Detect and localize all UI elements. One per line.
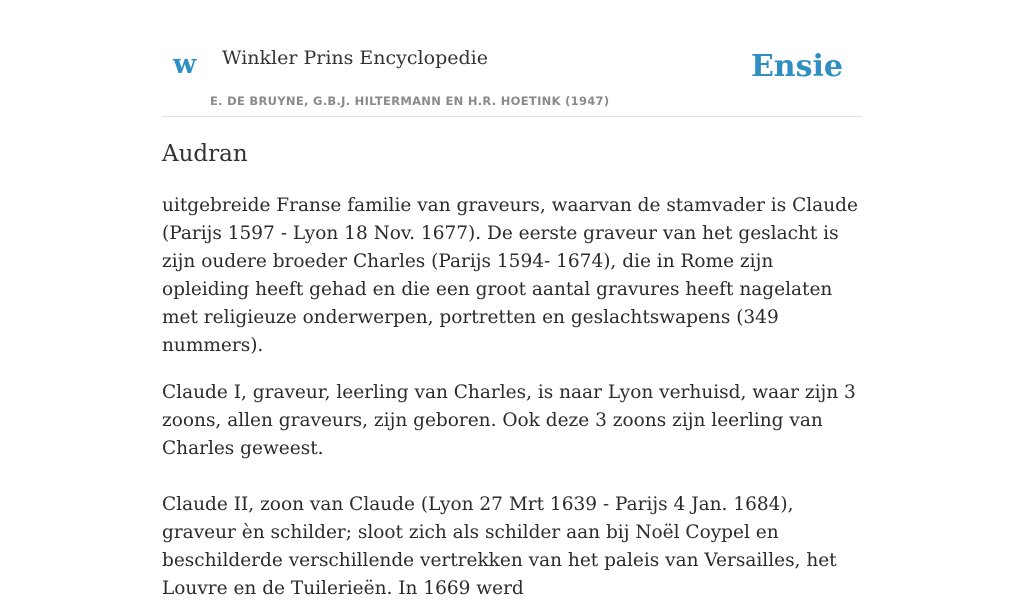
- article-paragraph: Claude I, graveur, leerling van Charles, is naar Lyon verhuisd, waar zijn 3 zoons, allen graveurs, zijn geboren. Ook deze 3 zoons zijn leerling van Charles geweest.: [162, 381, 856, 459]
- ensie-logo[interactable]: Ensie: [750, 49, 843, 84]
- article-paragraph: Claude II, zoon van Claude (Lyon 27 Mrt 1639 - Parijs 4 Jan. 1684), graveur èn schilder; sloot zich als schilder aan bij Noël Coypel en beschilderde verschillende vertrekken van het paleis van Versailles, het Louvre en de Tuilerieën. In 1669 werd: [162, 493, 837, 599]
- site-header: [162, 0, 862, 117]
- publication-title[interactable]: Winkler Prins Encyclopedie: [222, 47, 488, 69]
- article: [162, 116, 862, 603]
- winkler-prins-logo-icon[interactable]: w: [173, 49, 197, 80]
- publication-authors: E. DE BRUYNE, G.B.J. HILTERMANN EN H.R. HOETINK (1947): [210, 94, 610, 108]
- article-title: Audran: [162, 141, 248, 167]
- article-paragraph: uitgebreide Franse familie van graveurs, waarvan de stamvader is Claude (Parijs 1597 - Lyon 18 Nov. 1677). De eerste graveur van het geslacht is zijn oudere broeder Charles (Parijs 1594- 1674), die in Rome zijn opleiding heeft gehad en die een groot aantal gravures heeft nagelaten met religieuze onderwerpen, portretten en geslachtswapens (349 nummers).: [162, 194, 858, 356]
